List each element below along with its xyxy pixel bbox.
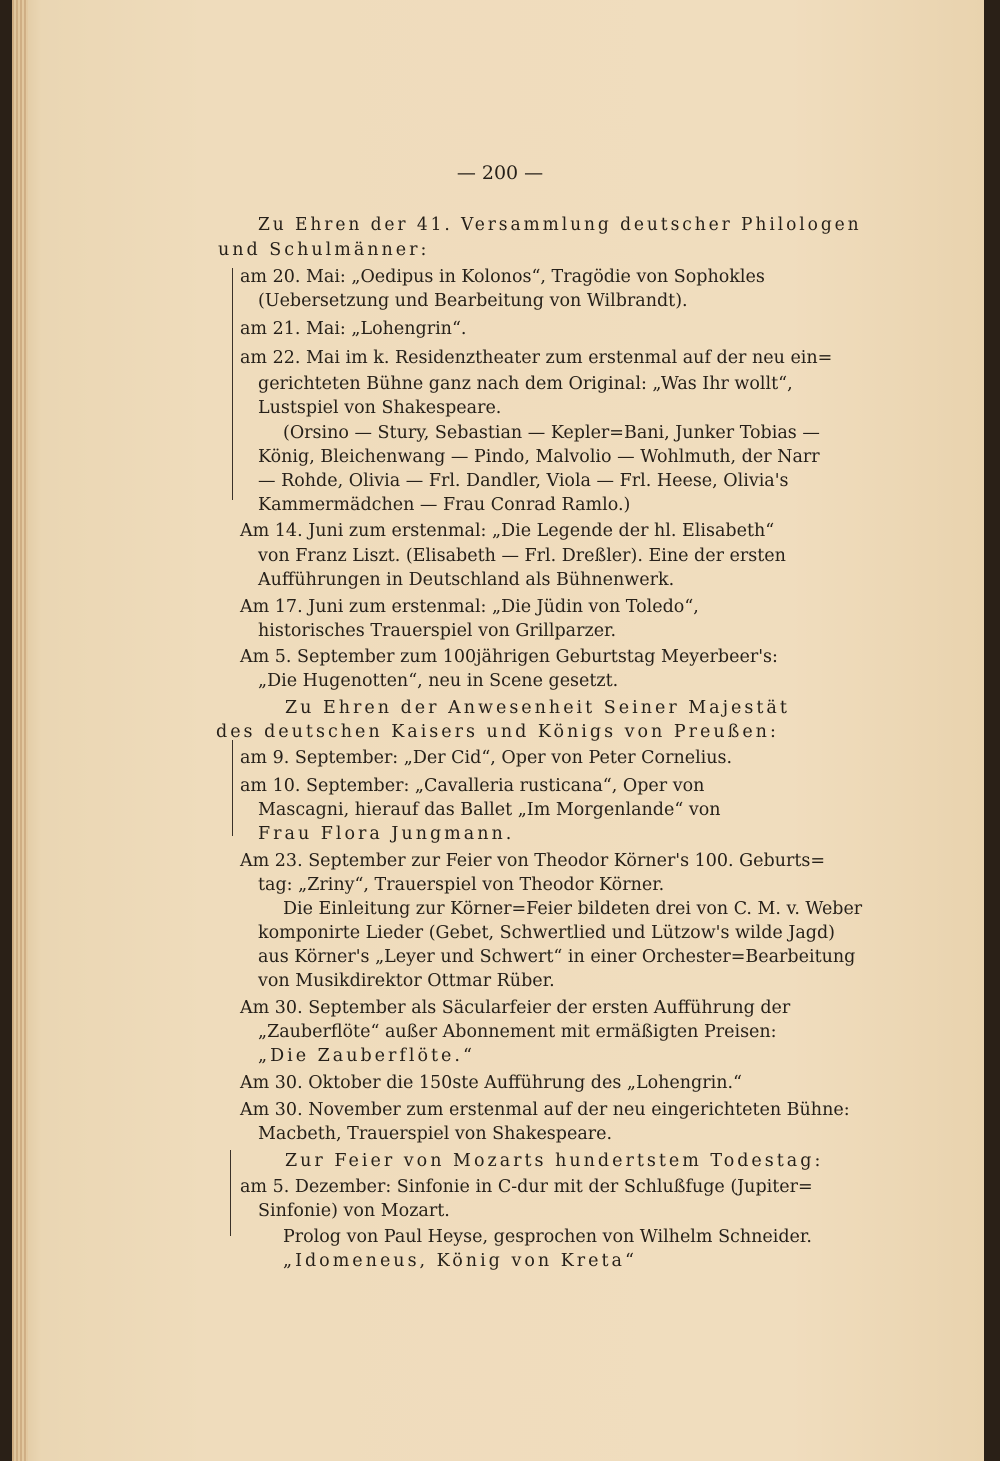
text-line: Am 17. Juni zum erstenmal: „Die Jüdin von Toledo“, bbox=[240, 597, 699, 617]
text-line: Prolog von Paul Heyse, gesprochen von Wilhelm Schneider. bbox=[283, 1227, 812, 1247]
text-line: Zu Ehren der 41. Versammlung deutscher Philologen bbox=[258, 215, 862, 235]
text-line: am 5. Dezember: Sinfonie in C-dur mit der Schlußfuge (Jupiter= bbox=[240, 1177, 813, 1197]
text-line: aus Körner's „Leyer und Schwert“ in einer Orchester=Bearbeitung bbox=[258, 947, 856, 967]
text-line: des deutschen Kaisers und Königs von Preußen: bbox=[216, 722, 779, 742]
text-line: „Idomeneus, König von Kreta“ bbox=[283, 1251, 637, 1271]
text-line: Die Einleitung zur Körner=Feier bildeten drei von C. M. v. Weber bbox=[283, 899, 863, 919]
page-number: — 200 — bbox=[456, 162, 544, 184]
text-line: „Die Hugenotten“, neu in Scene gesetzt. bbox=[258, 671, 619, 691]
text-line: historisches Trauerspiel von Grillparzer. bbox=[258, 621, 617, 641]
text-line: am 22. Mai im k. Residenztheater zum erstenmal auf der neu ein= bbox=[240, 348, 833, 368]
bracket-philologen bbox=[232, 268, 233, 500]
text-line: und Schulmänner: bbox=[218, 240, 430, 260]
text-line: Am 30. September als Säcularfeier der ersten Aufführung der bbox=[240, 998, 791, 1018]
text-line: Am 23. September zur Feier von Theodor Körner's 100. Geburts= bbox=[240, 851, 826, 871]
text-line: tag: „Zriny“, Trauerspiel von Theodor Körner. bbox=[258, 875, 665, 895]
text-line: Am 5. September zum 100jährigen Geburtstag Meyerbeer's: bbox=[240, 647, 778, 667]
text-line: (Orsino — Stury, Sebastian — Kepler=Bani, Junker Tobias — bbox=[283, 423, 820, 443]
text-line: — Rohde, Olivia — Frl. Dandler, Viola — Frl. Heese, Olivia's bbox=[258, 471, 789, 491]
text-line: gerichteten Bühne ganz nach dem Original: „Was Ihr wollt“, bbox=[258, 374, 793, 394]
text-line: „Zauberflöte“ außer Abonnement mit ermäßigten Preisen: bbox=[258, 1022, 777, 1042]
text-line: am 10. September: „Cavalleria rusticana“, Oper von bbox=[240, 776, 705, 796]
bracket-mozart bbox=[230, 1150, 231, 1236]
text-line: von Franz Liszt. (Elisabeth — Frl. Dreßler). Eine der ersten bbox=[258, 546, 786, 566]
text-line: Am 30. November zum erstenmal auf der neu eingerichteten Bühne: bbox=[240, 1100, 850, 1120]
text-line: am 9. September: „Der Cid“, Oper von Peter Cornelius. bbox=[240, 748, 733, 768]
text-line: am 20. Mai: „Oedipus in Kolonos“, Tragödie von Sophokles bbox=[240, 267, 765, 287]
bracket-kaiser bbox=[232, 740, 233, 836]
text-line: Zur Feier von Mozarts hundertstem Todestag: bbox=[285, 1151, 824, 1171]
text-line: am 21. Mai: „Lohengrin“. bbox=[240, 319, 467, 339]
text-line: Sinfonie) von Mozart. bbox=[258, 1201, 450, 1221]
text-line: Am 30. Oktober die 150ste Aufführung des „Lohengrin.“ bbox=[240, 1073, 742, 1093]
text-line: „Die Zauberflöte.“ bbox=[258, 1046, 475, 1066]
text-line: Am 14. Juni zum erstenmal: „Die Legende der hl. Elisabeth“ bbox=[240, 521, 775, 541]
text-line: Aufführungen in Deutschland als Bühnenwerk. bbox=[258, 570, 675, 590]
text-line: Frau Flora Jungmann. bbox=[258, 824, 515, 844]
text-line: König, Bleichenwang — Pindo, Malvolio — Wohlmuth, der Narr bbox=[258, 447, 820, 467]
text-line: Macbeth, Trauerspiel von Shakespeare. bbox=[258, 1124, 613, 1144]
text-line: Mascagni, hierauf das Ballet „Im Morgenlande“ von bbox=[258, 800, 721, 820]
text-line: komponirte Lieder (Gebet, Schwertlied und Lützow's wilde Jagd) bbox=[258, 923, 836, 943]
text-line: (Uebersetzung und Bearbeitung von Wilbrandt). bbox=[258, 291, 688, 311]
text-line: Lustspiel von Shakespeare. bbox=[258, 398, 502, 418]
text-line: Kammermädchen — Frau Conrad Ramlo.) bbox=[258, 495, 631, 515]
text-line: Zu Ehren der Anwesenheit Seiner Majestät bbox=[285, 698, 790, 718]
text-line: von Musikdirektor Ottmar Rüber. bbox=[258, 971, 555, 991]
